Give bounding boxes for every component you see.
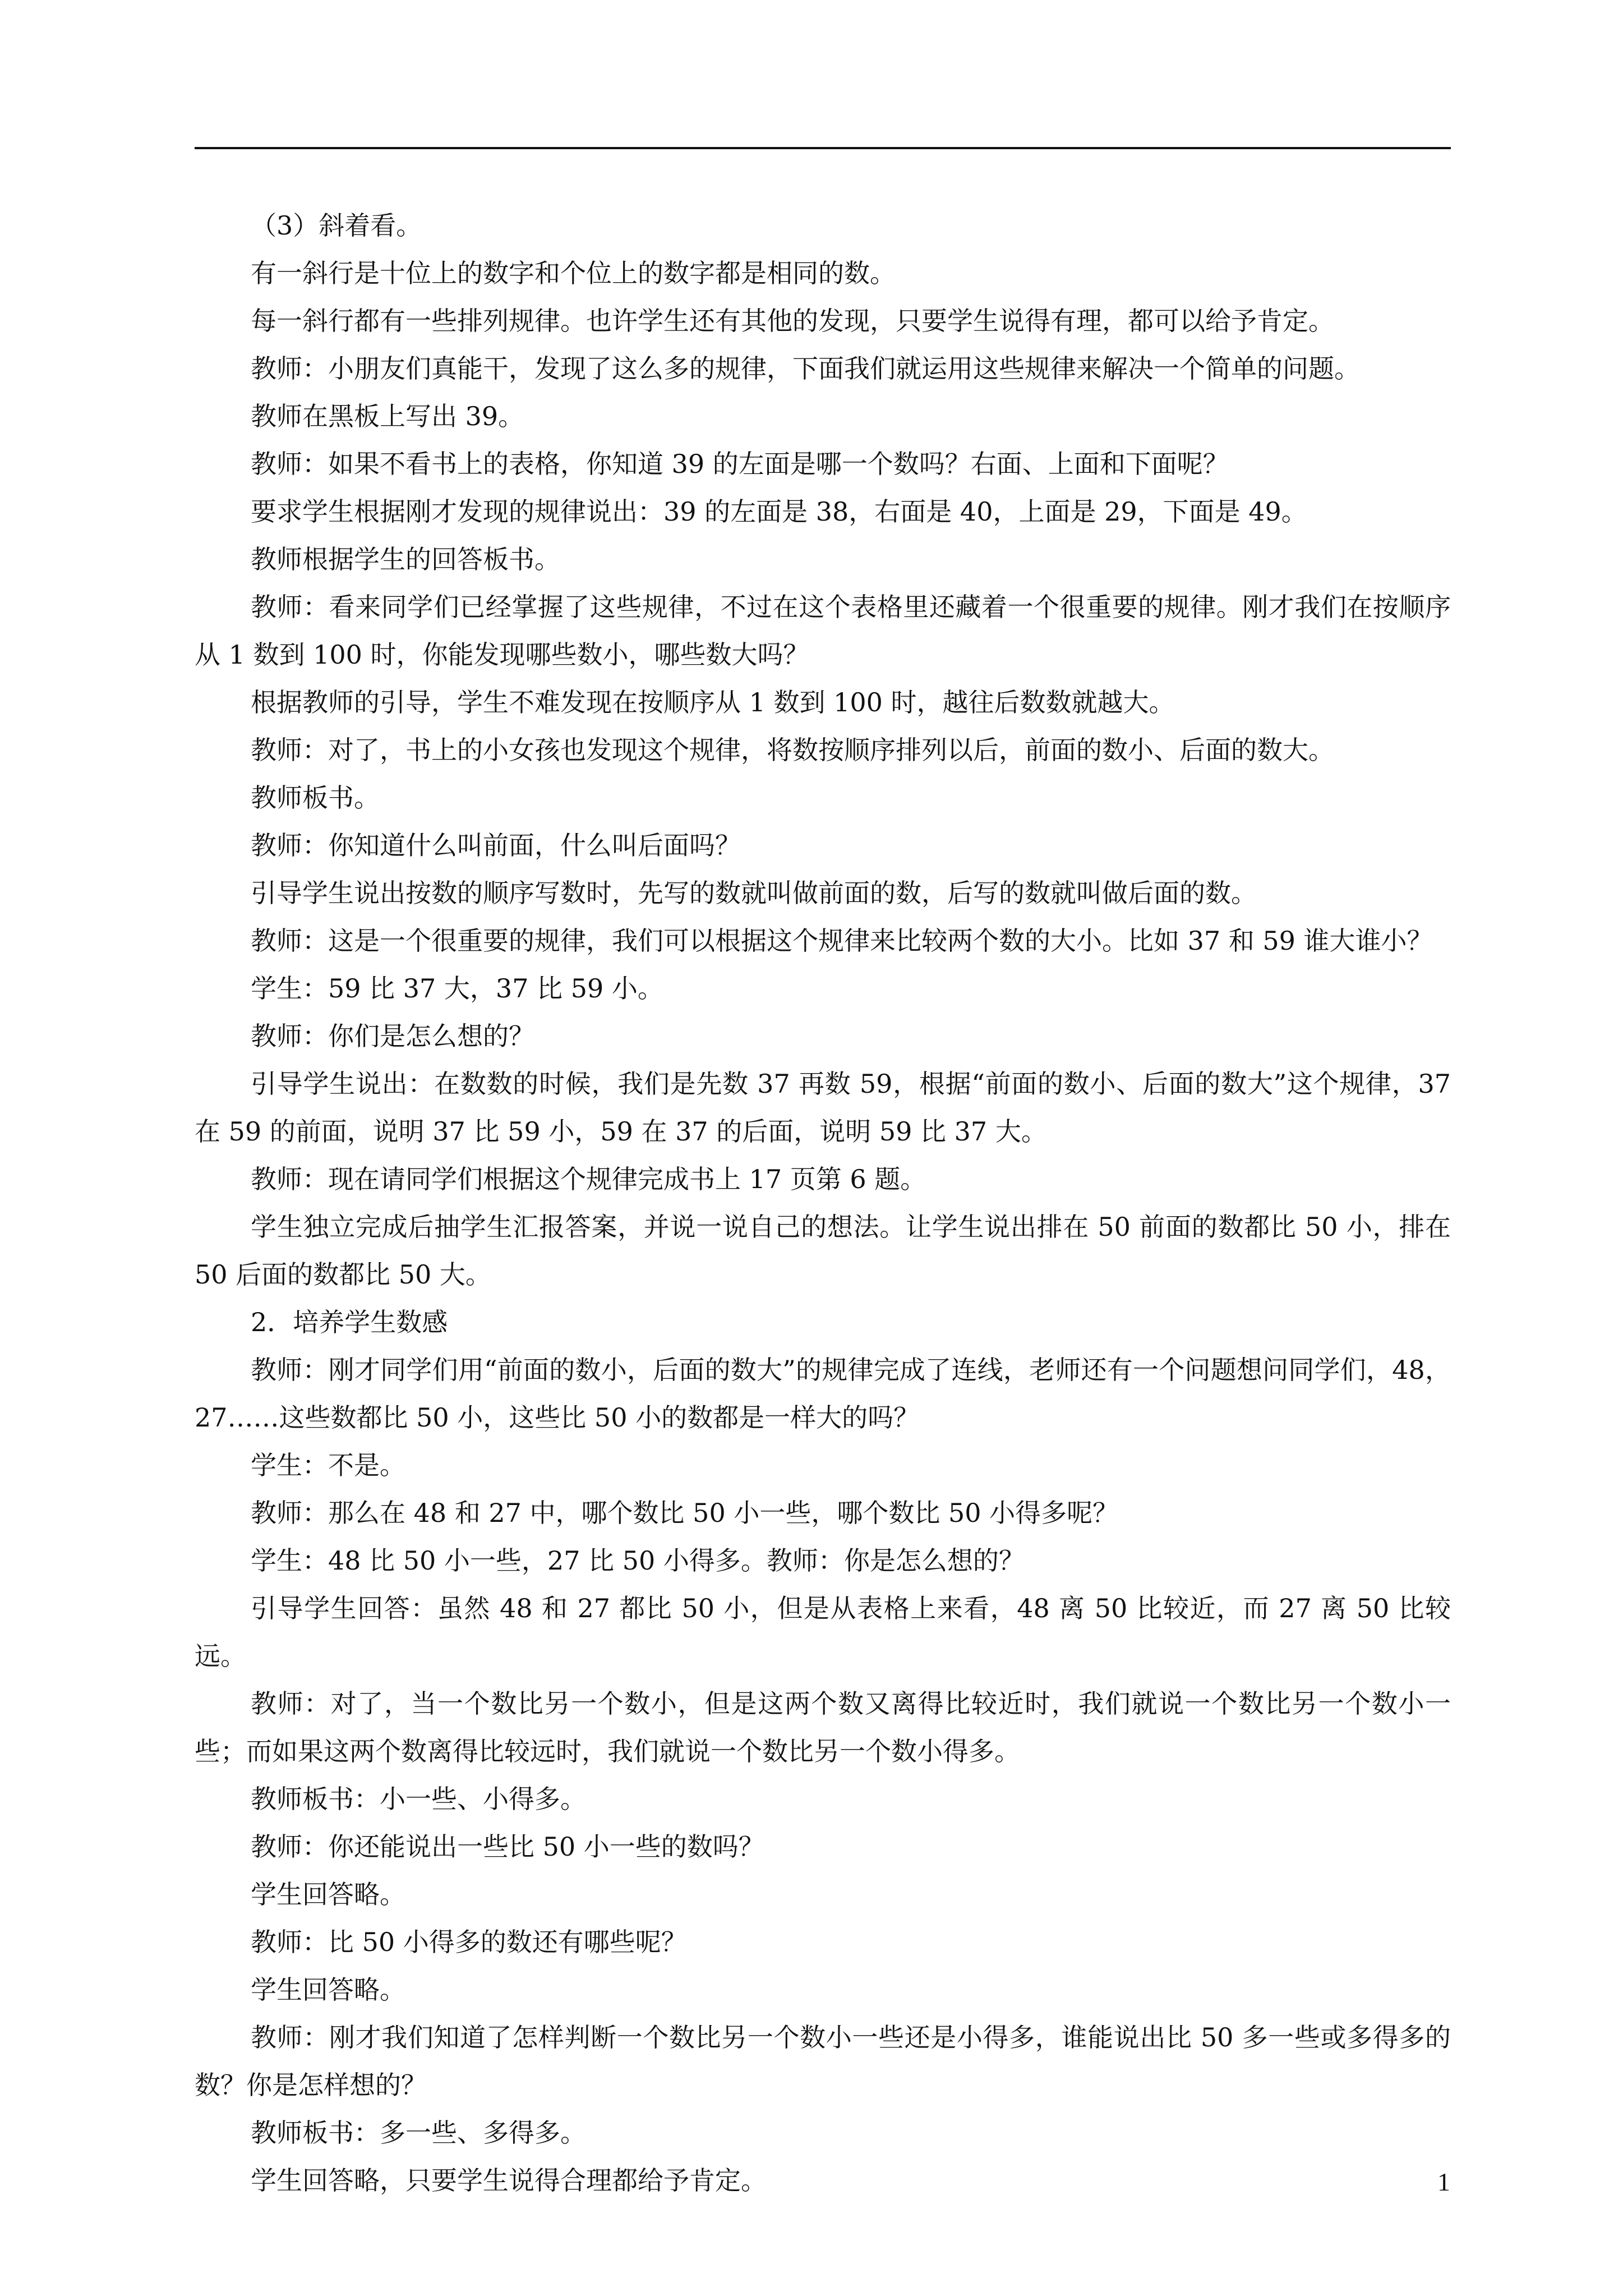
- paragraph: 教师：看来同学们已经掌握了这些规律，不过在这个表格里还藏着一个很重要的规律。刚才我们在按顺序从 1 数到 100 时，你能发现哪些数小，哪些数大吗？: [195, 592, 1451, 670]
- paragraph: 学生回答略，只要学生说得合理都给予肯定。: [251, 2165, 767, 2196]
- paragraph: 教师板书：多一些、多得多。: [251, 2118, 586, 2148]
- paragraph: 有一斜行是十位上的数字和个位上的数字都是相同的数。: [251, 258, 896, 288]
- paragraph: 教师：这是一个很重要的规律，我们可以根据这个规律来比较两个数的大小。比如 37 和 59 谁大谁小？: [251, 926, 1433, 956]
- header-rule: [195, 147, 1451, 149]
- paragraph: 学生：48 比 50 小一些，27 比 50 小得多。教师：你是怎么想的？: [251, 1545, 1025, 1576]
- paragraph: 学生回答略。: [251, 1975, 405, 2005]
- paragraph: 教师在黑板上写出 39。: [251, 401, 524, 431]
- paragraph: 引导学生回答：虽然 48 和 27 都比 50 小，但是从表格上来看，48 离 50 比较近，而 27 离 50 比较远。: [195, 1593, 1451, 1671]
- paragraph: 引导学生说出：在数数的时候，我们是先数 37 再数 59，根据“前面的数小、后面的数大”这个规律，37 在 59 的前面，说明 37 比 59 小，59 在 37 的后面，说明 59 比 37 大。: [195, 1069, 1451, 1147]
- paragraph: 学生：不是。: [251, 1450, 405, 1480]
- paragraph: 学生独立完成后抽学生汇报答案，并说一说自己的想法。让学生说出排在 50 前面的数都比 50 小，排在 50 后面的数都比 50 大。: [195, 1212, 1451, 1290]
- paragraph: 教师：刚才同学们用“前面的数小，后面的数大”的规律完成了连线，老师还有一个问题想问同学们，48，27……这些数都比 50 小，这些比 50 小的数都是一样大的吗？: [195, 1355, 1451, 1433]
- paragraph: 教师：对了，当一个数比另一个数小，但是这两个数又离得比较近时，我们就说一个数比另一个数小一些；而如果这两个数离得比较远时，我们就说一个数比另一个数小得多。: [195, 1688, 1451, 1766]
- paragraph: 要求学生根据刚才发现的规律说出：39 的左面是 38，右面是 40，上面是 29，下面是 49。: [251, 496, 1307, 527]
- paragraph: 教师：你知道什么叫前面，什么叫后面吗？: [251, 830, 741, 861]
- paragraph: 教师根据学生的回答板书。: [251, 544, 560, 574]
- paragraph: 引导学生说出按数的顺序写数时，先写的数就叫做前面的数，后写的数就叫做后面的数。: [251, 878, 1257, 908]
- paragraph: 教师：小朋友们真能干，发现了这么多的规律，下面我们就运用这些规律来解决一个简单的问题。: [251, 353, 1360, 384]
- paragraph: 学生回答略。: [251, 1879, 405, 1910]
- paragraph: 教师：比 50 小得多的数还有哪些呢？: [251, 1927, 687, 1957]
- paragraph: 根据教师的引导，学生不难发现在按顺序从 1 数到 100 时，越往后数数就越大。: [251, 687, 1175, 717]
- document-body: [195, 202, 1451, 2205]
- paragraph: 教师：现在请同学们根据这个规律完成书上 17 页第 6 题。: [251, 1164, 926, 1194]
- paragraph: 教师：你们是怎么想的？: [251, 1021, 534, 1051]
- paragraph: 学生：59 比 37 大，37 比 59 小。: [251, 973, 663, 1004]
- paragraph: 教师：对了，书上的小女孩也发现这个规律，将数按顺序排列以后，前面的数小、后面的数大。: [251, 735, 1334, 765]
- paragraph: 教师：你还能说出一些比 50 小一些的数吗？: [251, 1832, 764, 1862]
- paragraph: 教师：那么在 48 和 27 中，哪个数比 50 小一些，哪个数比 50 小得多呢？: [251, 1498, 1119, 1528]
- paragraph: 教师：如果不看书上的表格，你知道 39 的左面是哪一个数吗？右面、上面和下面呢？: [251, 449, 1229, 479]
- paragraph: 教师板书。: [251, 783, 380, 813]
- page-number: 1: [1437, 2168, 1450, 2196]
- paragraph: 教师：刚才我们知道了怎样判断一个数比另一个数小一些还是小得多，谁能说出比 50 多一些或多得多的数？你是怎样想的？: [195, 2022, 1451, 2100]
- paragraph: 每一斜行都有一些排列规律。也许学生还有其他的发现，只要学生说得有理，都可以给予肯定。: [251, 306, 1334, 336]
- paragraph: 2．培养学生数感: [251, 1307, 448, 1337]
- paragraph: （3）斜着看。: [251, 210, 422, 241]
- paragraph: 教师板书：小一些、小得多。: [251, 1784, 586, 1814]
